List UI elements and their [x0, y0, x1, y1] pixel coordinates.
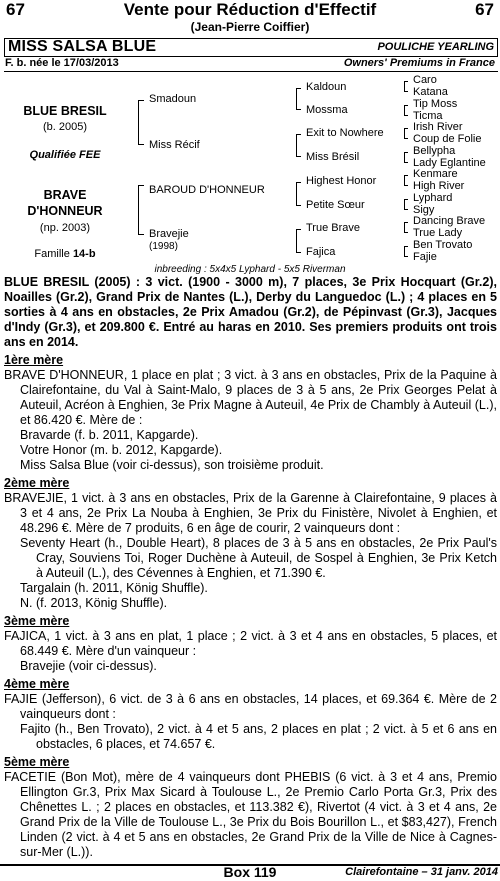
gen2-bravejie: Bravejie — [149, 228, 189, 240]
gen4-sigy: Sigy — [413, 204, 435, 216]
section-1-title: 1ère mère — [4, 353, 64, 367]
bracket-gen4-5 — [404, 175, 408, 186]
gen4-ticma: Ticma — [413, 110, 443, 122]
bracket-gen3-2 — [296, 134, 301, 157]
section-4-text: FAJIE (Jefferson), 6 vict. de 3 à 6 ans en obstacles, 14 places, et 69.364 €. Mère de 2 vainqueurs dont : — [4, 692, 497, 721]
section-3-text: FAJICA, 1 vict. à 3 ans en plat, 1 place ; 2 vict. à 3 et 4 ans en obstacles, 5 places, et 68.449 €. Mère d'un vainqueur : — [4, 629, 497, 658]
sire-year: (b. 2005) — [42, 121, 88, 133]
section-1-text: BRAVE D'HONNEUR, 1 place en plat ; 3 vict. à 3 ans en obstacles, Prix de la Paquine à Clairefontaine, du Val à Saint-Malo, 9 places de 3 à 5 ans, 2e Prix Georges Pelat à Auteuil, Acréon à Enghien, 3e Prix Magne à Auteuil, 4e Prix de Chambly à Auteuil (L.), et 86.420 €. Mère de : — [4, 368, 497, 427]
famille: Famille 14-b — [34, 248, 96, 260]
gen2-miss-recif: Miss Récif — [149, 139, 200, 151]
dam-year: (np. 2003) — [39, 222, 91, 234]
section-2-text: BRAVEJIE, 1 vict. à 3 ans en obstacles, Prix de la Garenne à Clairefontaine, 9 places à 3 et 4 ans, 2e Prix La Nouba à Enghien, 3e Prix du Finistère, Nivolet à Enghien, et 48.296 €. Mère de 7 produits, 6 en âge de courir, 2 vainqueurs dont : — [4, 491, 497, 535]
section-5-title: 5ème mère — [4, 755, 70, 769]
bracket-gen4-6 — [404, 199, 408, 210]
section-2-produce-2: Targalain (h. 2011, König Shuffle). — [20, 581, 208, 595]
section-4-produce-1: Fajito (h., Ben Trovato), 2 vict. à 4 et 5 ans, 2 places en plat ; 2 vict. à 5 et 6 ans en obstacles, 6 places, et 74.657 €. — [20, 722, 497, 751]
section-1-produce-1: Bravarde (f. b. 2011, Kapgarde). — [20, 428, 199, 442]
section-1-produce-3: Miss Salsa Blue (voir ci-dessus), son troisième produit. — [20, 458, 324, 472]
bracket-gen4-2 — [404, 105, 408, 116]
bracket-gen4-8 — [404, 246, 408, 257]
gen4-high-river: High River — [413, 180, 465, 192]
lot-number-left: 67 — [6, 0, 25, 19]
gen3-highest-honor: Highest Honor — [306, 175, 377, 187]
pedigree-chart — [0, 74, 500, 274]
page-footer — [0, 864, 500, 881]
gen4-katana: Katana — [413, 86, 448, 98]
owners-premiums: Owners' Premiums in France — [343, 57, 495, 69]
horse-type: POULICHE YEARLING — [377, 41, 494, 53]
sire-name: BLUE BRESIL — [23, 104, 107, 118]
bracket-gen2-sire — [138, 100, 144, 145]
gen4-bellypha: Bellypha — [413, 145, 456, 157]
gen4-lyphard: Lyphard — [413, 192, 453, 204]
horse-name-box — [4, 38, 498, 57]
bracket-gen4-1 — [404, 81, 408, 92]
gen3-kaldoun: Kaldoun — [306, 81, 347, 93]
bracket-gen2-dam — [138, 185, 144, 235]
catalogue-text — [4, 275, 497, 860]
bracket-gen4-4 — [404, 152, 408, 163]
gen3-mossma: Mossma — [306, 104, 348, 116]
gen3-petite-soeur: Petite Sœur — [306, 199, 365, 211]
horse-name: MISS SALSA BLUE — [8, 38, 157, 55]
consignor: (Jean-Pierre Coiffier) — [190, 20, 310, 34]
gen2-bravejie-year: (1998) — [149, 241, 178, 252]
bracket-gen4-7 — [404, 222, 408, 233]
gen3-miss-bresil: Miss Brésil — [306, 151, 360, 163]
bracket-gen3-3 — [296, 182, 301, 206]
dam-name-line1: BRAVE — [43, 188, 87, 202]
gen4-dancing-brave: Dancing Brave — [413, 215, 486, 227]
section-3-produce-1: Bravejie (voir ci-dessus). — [20, 659, 157, 673]
section-4-title: 4ème mère — [4, 677, 70, 691]
section-1-produce-2: Votre Honor (m. b. 2012, Kapgarde). — [20, 443, 223, 457]
sire-qualification: Qualifiée FEE — [29, 149, 101, 161]
section-2-produce-1: Seventy Heart (h., Double Heart), 8 places de 3 à 5 ans en obstacles, 2e Prix Paul's Cray, Souviens Toi, Roger Duchène à Auteuil, de Sospel à Enghien, 3e Prix Ketch à Auteuil (L.), des Cévennes à Enghien, et 71.390 €. — [20, 536, 497, 580]
gen2-smadoun: Smadoun — [149, 93, 197, 105]
sire-paragraph: BLUE BRESIL (2005) : 3 vict. (1900 - 3000 m), 7 places, 3e Prix Hocquart (Gr.2), Noailles (Gr.2), Grand Prix de Nantes (L.), Derby du Languedoc (L.) ; 4 places en 5 sorties à 4 ans en obstacles, 2e Prix Amadou (Gr.2), de Pépinvast (Gr.3), Jacques d'Indy (Gr.3), et 209.800 €. Entré au haras en 2010. Ses premiers produits ont trois ans en 2014. — [4, 275, 497, 349]
gen4-lady-eglantine: Lady Eglantine — [413, 157, 486, 169]
gen4-ben-trovato: Ben Trovato — [413, 239, 473, 251]
bracket-gen4-3 — [404, 128, 408, 139]
section-3-title: 3ème mère — [4, 614, 70, 628]
gen3-exit-to-nowhere: Exit to Nowhere — [306, 127, 384, 139]
sale-title: Vente pour Réduction d'Effectif — [123, 0, 377, 19]
gen4-caro: Caro — [413, 74, 437, 86]
lot-number-right: 67 — [475, 0, 494, 19]
gen3-fajica: Fajica — [306, 246, 336, 258]
gen4-true-lady: True Lady — [413, 227, 463, 239]
section-2-title: 2ème mère — [4, 476, 70, 490]
box-number: Box 119 — [223, 864, 277, 880]
inbreeding-note: inbreeding : 5x4x5 Lyphard - 5x5 Riverman — [154, 264, 346, 275]
section-2-produce-3: N. (f. 2013, König Shuffle). — [20, 596, 168, 610]
birth-line — [4, 57, 498, 72]
bracket-gen3-4 — [296, 229, 301, 253]
gen4-fajie: Fajie — [413, 251, 437, 263]
gen2-baroud-dhonneur: BAROUD D'HONNEUR — [149, 184, 265, 196]
gen4-kenmare: Kenmare — [413, 168, 458, 180]
sale-place-date: Clairefontaine – 31 janv. 2014 — [345, 866, 498, 878]
birth-info: F. b. née le 17/03/2013 — [5, 57, 119, 69]
gen4-coup-de-folie: Coup de Folie — [413, 133, 482, 145]
section-5-text: FACETIE (Bon Mot), mère de 4 vainqueurs dont PHEBIS (6 vict. à 3 et 4 ans, Premio Ellington Gr.3, Prix Max Sicard à Toulouse L., 2e Premio Carlo Porta Gr.3, Prix des Chênettes L. ; 2 places en obstacles, et 113.382 €), Rivertot (4 vict. à 3 et 4 ans, 2e Grand Prix de la Ville de Toulouse L., 3e Prix du Bois Bourillon L., et $83,427), French Linden (2 vict. à 4 et 5 ans en obstacles, 2e Grand Prix de la Ville de Nice à Cagnes-sur-Mer (L.)). — [4, 770, 497, 859]
gen4-tip-moss: Tip Moss — [413, 98, 458, 110]
dam-name-line2: D'HONNEUR — [27, 204, 103, 218]
gen3-true-brave: True Brave — [306, 222, 361, 234]
gen4-irish-river: Irish River — [413, 121, 463, 133]
bracket-gen3-1 — [296, 88, 301, 110]
